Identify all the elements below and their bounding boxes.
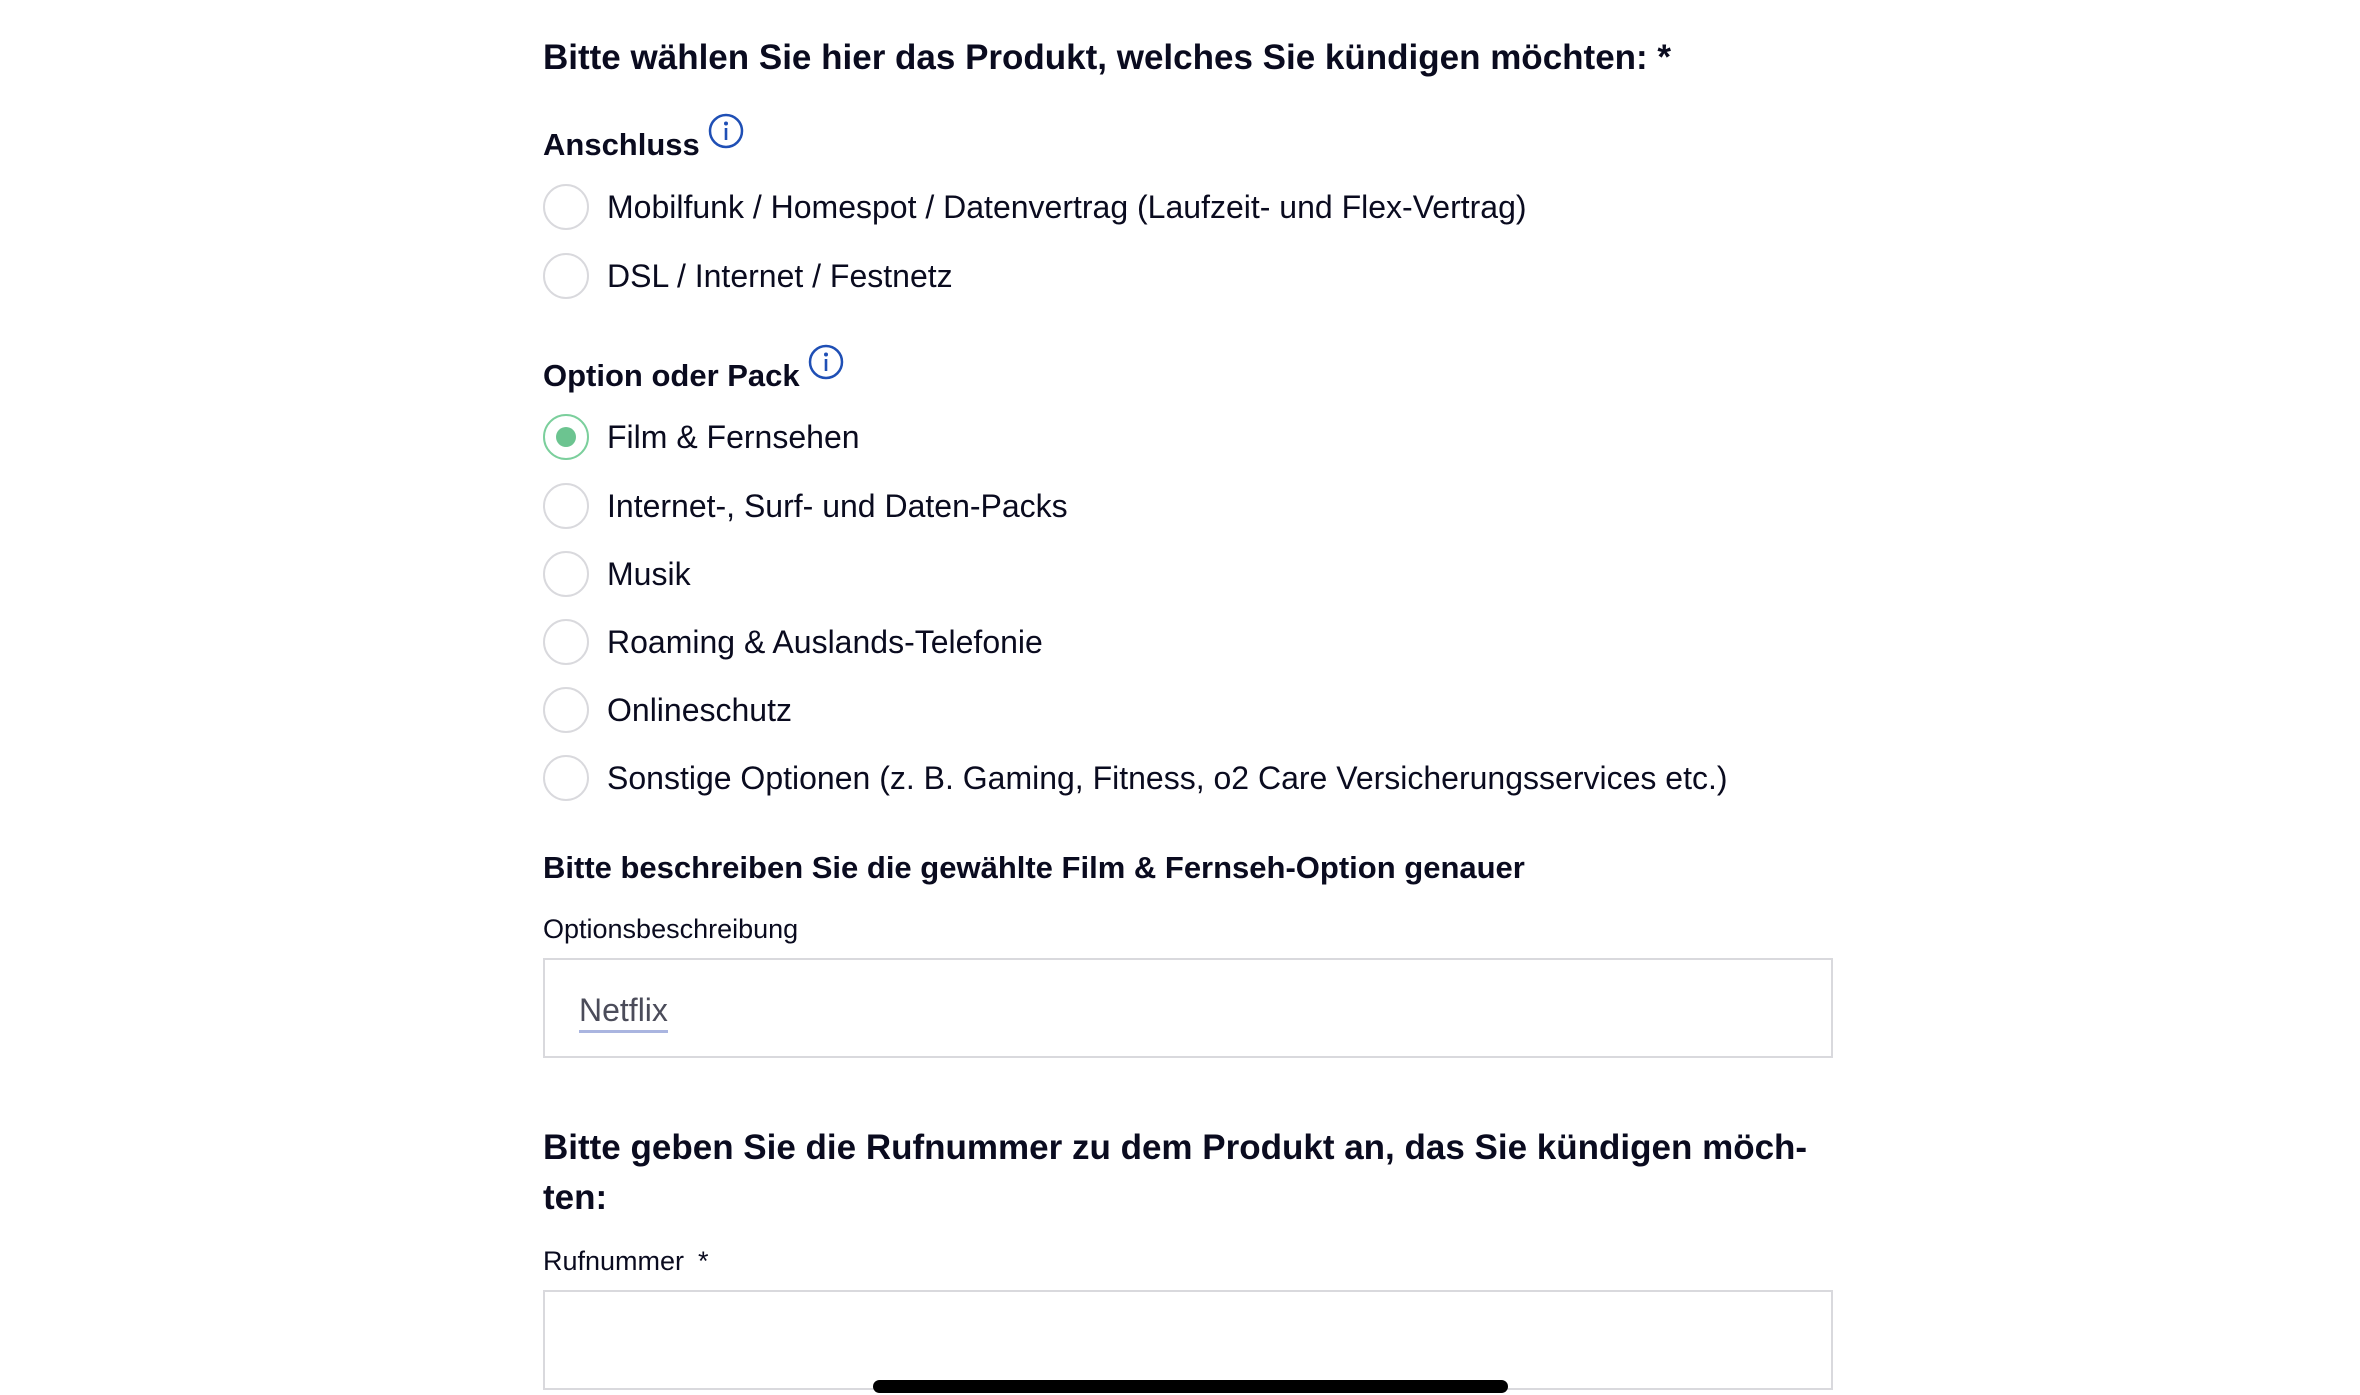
radio-label: Onlineschutz bbox=[607, 692, 792, 728]
phone-number-label bbox=[543, 1244, 709, 1278]
radio-button[interactable] bbox=[543, 755, 589, 801]
group-label-anschluss-text: Anschluss bbox=[543, 127, 700, 162]
info-icon[interactable] bbox=[708, 113, 744, 149]
radio-button[interactable] bbox=[543, 619, 589, 665]
radio-button[interactable] bbox=[543, 253, 589, 299]
radio-option-dsl[interactable] bbox=[543, 251, 953, 301]
radio-label: Film & Fernsehen bbox=[607, 419, 860, 455]
radio-option-mobilfunk[interactable] bbox=[543, 182, 1527, 232]
radio-label: Internet-, Surf- und Daten-Packs bbox=[607, 488, 1068, 524]
option-description-value: Netflix bbox=[579, 990, 668, 1033]
describe-option-heading: Bitte beschreiben Sie die gewählte Film & Fernseh-Option genauer bbox=[543, 850, 1525, 885]
option-description-label: Optionsbeschreibung bbox=[543, 914, 799, 944]
radio-label: Musik bbox=[607, 556, 691, 592]
radio-button[interactable] bbox=[543, 483, 589, 529]
radio-button-selected[interactable] bbox=[543, 414, 589, 460]
phone-question-heading-line2: ten: bbox=[543, 1178, 608, 1217]
radio-button[interactable] bbox=[543, 551, 589, 597]
radio-label: DSL / Internet / Festnetz bbox=[607, 258, 953, 294]
required-marker: * bbox=[698, 1246, 709, 1276]
radio-option-musik[interactable] bbox=[543, 549, 691, 599]
radio-option-roaming[interactable] bbox=[543, 617, 1043, 667]
radio-option-onlineschutz[interactable] bbox=[543, 685, 792, 735]
radio-label: Roaming & Auslands-Telefonie bbox=[607, 624, 1043, 660]
radio-button[interactable] bbox=[543, 184, 589, 230]
radio-option-internet-packs[interactable] bbox=[543, 481, 1068, 531]
radio-button[interactable] bbox=[543, 687, 589, 733]
info-icon[interactable] bbox=[808, 344, 844, 380]
radio-option-sonstige[interactable] bbox=[543, 753, 1728, 803]
group-label-anschluss bbox=[543, 125, 744, 165]
phone-number-input[interactable] bbox=[543, 1290, 1833, 1390]
phone-question-heading bbox=[543, 1123, 1833, 1223]
group-label-option-oder-pack bbox=[543, 356, 844, 396]
phone-number-label-text: Rufnummer bbox=[543, 1246, 685, 1276]
radio-label: Sonstige Optionen (z. B. Gaming, Fitness, o2 Care Versicherungsservices etc.) bbox=[607, 760, 1728, 796]
radio-label: Mobilfunk / Homespot / Datenvertrag (Laufzeit- und Flex-Vertrag) bbox=[607, 189, 1527, 225]
radio-option-film-fernsehen[interactable] bbox=[543, 412, 860, 462]
home-indicator bbox=[873, 1380, 1508, 1393]
phone-question-heading-line1: Bitte geben Sie die Rufnummer zu dem Produkt an, das Sie kündigen möch- bbox=[543, 1128, 1808, 1167]
option-description-input[interactable] bbox=[543, 958, 1833, 1058]
product-question-heading: Bitte wählen Sie hier das Produkt, welches Sie kündigen möchten: * bbox=[543, 38, 1672, 77]
group-label-option-text: Option oder Pack bbox=[543, 358, 800, 393]
